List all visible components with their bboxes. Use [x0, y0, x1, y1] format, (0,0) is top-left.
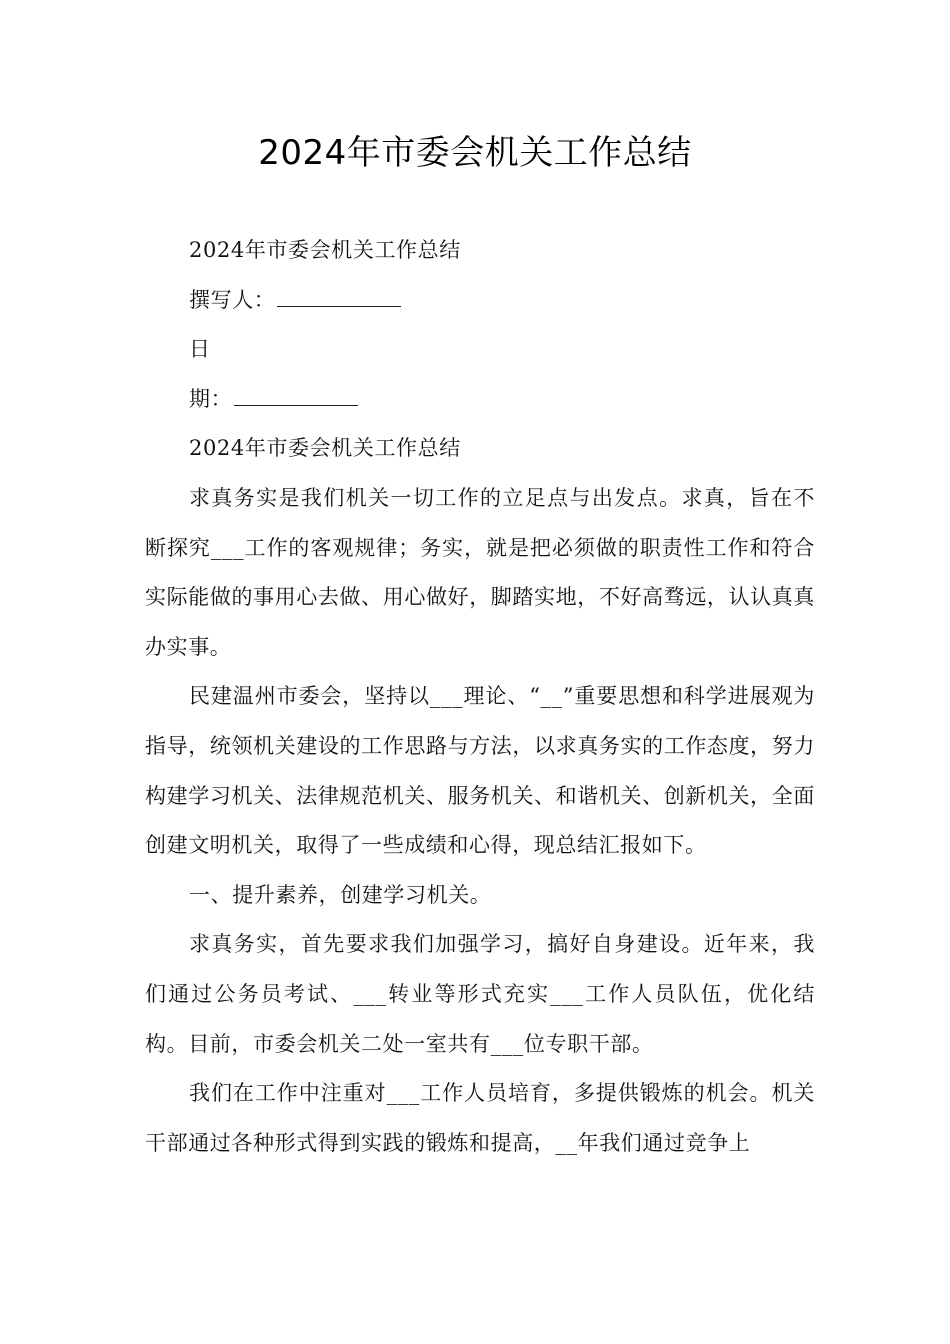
author-blank	[277, 288, 401, 307]
date-label: 期：	[189, 386, 233, 411]
document-title: 2024年市委会机关工作总结	[258, 133, 692, 173]
document-subtitle: 2024年市委会机关工作总结	[189, 238, 461, 262]
section-heading: 2024年市委会机关工作总结	[189, 436, 461, 461]
paragraph-2: 民建温州市委会，坚持以___理论、“__”重要思想和科学进展观为指导，统领机关建设的工作思路与方法，以求真务实的工作态度，努力构建学习机关、法律规范机关、服务机关、和谐机关、创新机关，全面创建文明机关，取得了一些成绩和心得，现总结汇报如下。	[145, 684, 815, 858]
heading-section-1: 一、提升素养，创建学习机关。	[189, 882, 492, 907]
date-line	[145, 375, 815, 425]
author-line	[145, 276, 815, 326]
date-blank	[234, 387, 358, 406]
document-body	[145, 226, 815, 1168]
date-label-line-1: 日	[189, 337, 211, 362]
paragraph-1: 求真务实是我们机关一切工作的立足点与出发点。求真，旨在不断探究___工作的客观规律；务实，就是把必须做的职责性工作和符合实际能做的事用心去做、用心做好，脚踏实地，不好高骛远，认认真真办实事。	[145, 485, 815, 659]
paragraph-4: 我们在工作中注重对___工作人员培育，多提供锻炼的机会。机关干部通过各种形式得到实践的锻炼和提高，__年我们通过竞争上	[145, 1081, 815, 1155]
author-label: 撰写人：	[189, 287, 276, 312]
paragraph-3: 求真务实，首先要求我们加强学习，搞好自身建设。近年来，我们通过公务员考试、___转业等形式充实___工作人员队伍，优化结构。目前，市委会机关二处一室共有___位专职干部。	[145, 932, 815, 1056]
